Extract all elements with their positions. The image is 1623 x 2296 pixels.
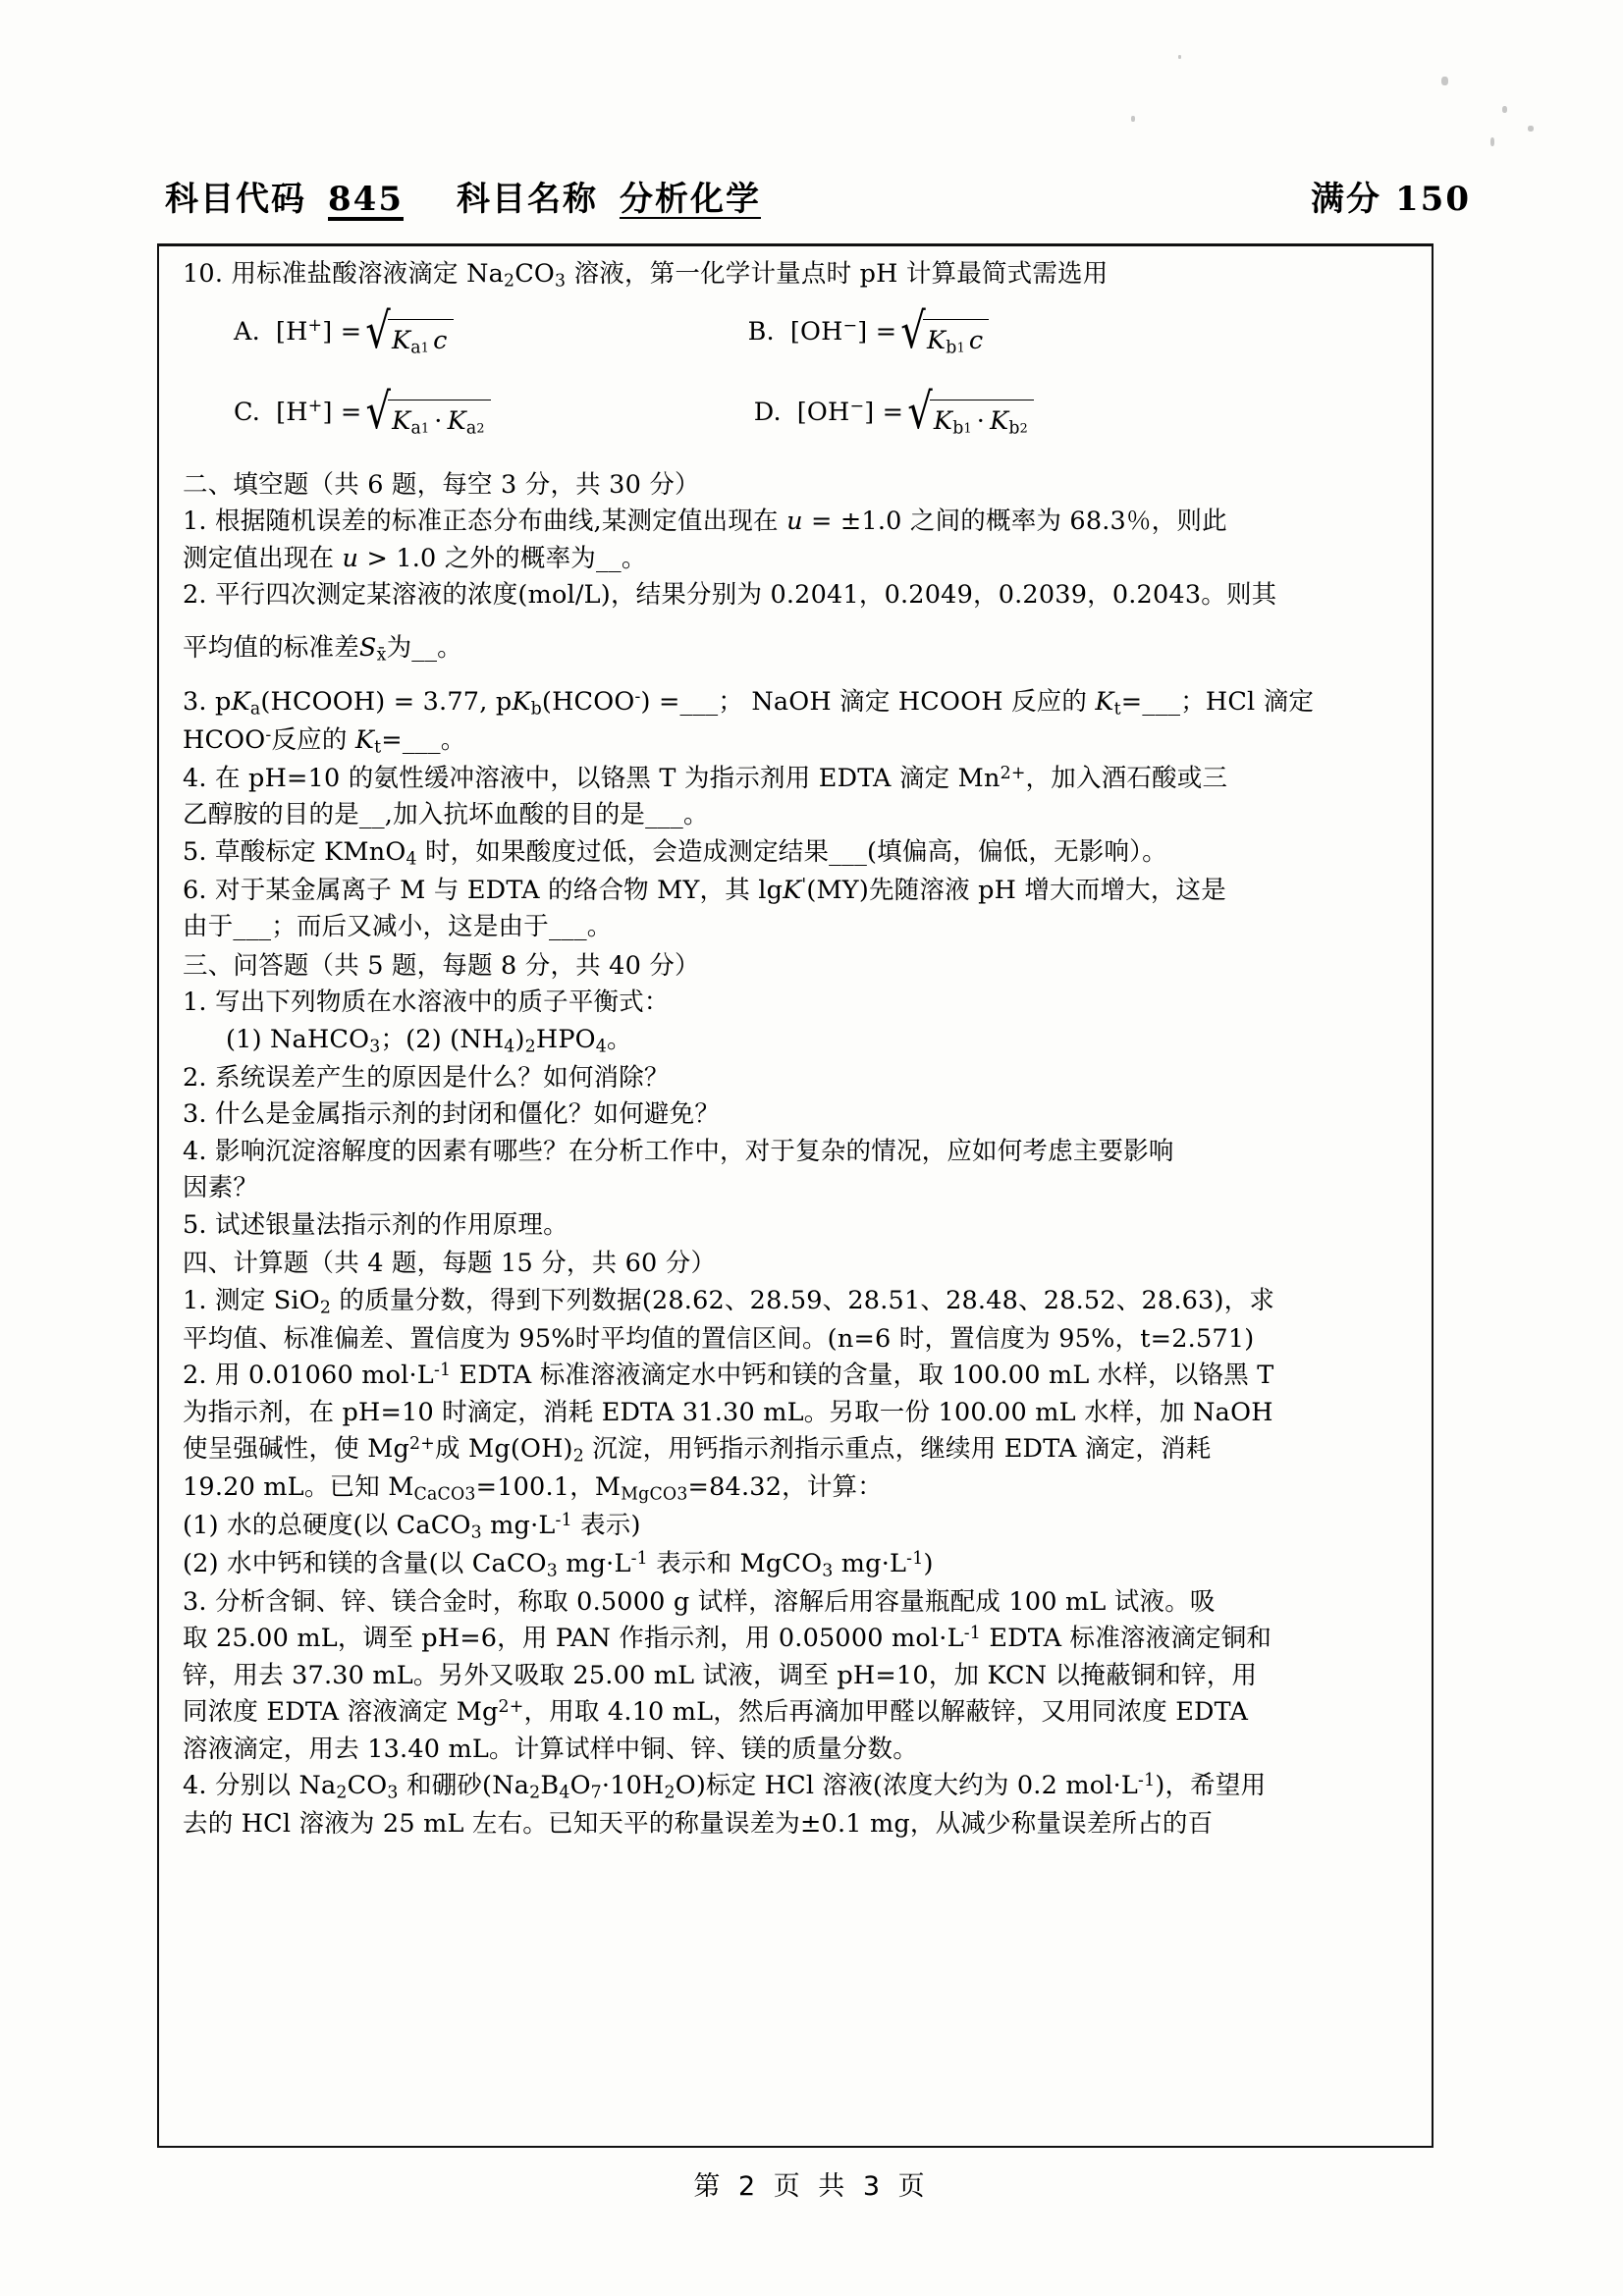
s2q6-k: K: [783, 875, 802, 905]
page-footer: 第 2 页 共 3 页: [693, 2171, 930, 2202]
option-d-k1: K: [933, 405, 953, 436]
option-c-charge: +: [307, 396, 323, 416]
s4q4-a: 4. 分别以 Na: [183, 1771, 337, 1801]
s2q6-a: 6. 对于某金属离子 M 与 EDTA 的络合物 MY，其 lg: [183, 875, 784, 905]
q10-stem-sub2: 3: [555, 271, 567, 292]
option-d-k2: K: [990, 405, 1009, 436]
option-c-k1: K: [392, 405, 411, 436]
subject-code-label: 科目代码: [165, 180, 306, 219]
s4q2-g: =100.1，M: [475, 1472, 622, 1503]
s4q2-mgco3-sub: MgCO3: [621, 1484, 688, 1505]
s2q4-b: ，加入酒石酸或三: [1025, 763, 1228, 793]
full-score: [1311, 172, 1471, 220]
section2-q2-line1: 2. 平行四次测定某溶液的浓度(mol/L)，结果分别为 0.2041，0.2049，0.2039，0.2043。则其: [183, 580, 1277, 611]
s4q2-i2sub: 3: [546, 1561, 558, 1581]
section4-q3-line5: 溶液滴定，用去 13.40 mL。计算试样中铜、锌、镁的质量分数。: [183, 1734, 918, 1764]
s2q4-a: 4. 在 pH=10 的氨性缓冲溶液中，以铬黑 T 为指示剂用 EDTA 滴定 Mn: [183, 763, 1001, 793]
s4q4-b: CO: [347, 1771, 388, 1801]
s2q3-kb-sub: b: [530, 699, 542, 720]
option-a-eq: ] =: [322, 316, 362, 347]
option-a-k: K: [391, 325, 411, 355]
s2q3-e: =___；HCl 滴定: [1120, 686, 1315, 717]
s4q4-s1: 2: [336, 1783, 348, 1803]
section4-q2-line3: [183, 1431, 1410, 1469]
q10-options-row-cd: [183, 383, 1410, 442]
s4q2-i2a: (2) 水中钙和镁的含量(以 CaCO: [183, 1549, 547, 1579]
s3q1-hpo: HPO: [535, 1024, 596, 1054]
s4q2-i1b: mg·L: [481, 1511, 556, 1541]
s4q2-mgoh2-sub: 2: [572, 1446, 584, 1467]
s2q3-a: 3. p: [183, 686, 232, 717]
section3-q1-sub: [183, 1022, 1410, 1060]
s4q3-d: ，用取 4.10 mL，然后再滴加甲醛以解蔽锌，又用同浓度 EDTA: [523, 1697, 1249, 1728]
section2-q2-line2: [183, 630, 1410, 668]
s4q2-i2b: mg·L: [557, 1549, 631, 1579]
s2q1-var-u: u: [786, 507, 803, 537]
s4q3-a: 取 25.00 mL，调至 pH=6，用 PAN 作指示剂，用 0.05000 mol·L: [183, 1624, 964, 1654]
s2q2-symbol-xbar: x̄: [376, 645, 387, 666]
option-c-k1sub: a: [410, 418, 421, 439]
full-score-value: 150: [1395, 180, 1471, 219]
s4q4-c: 和硼砂(Na: [398, 1771, 530, 1801]
section2-q1-line1: [183, 504, 1410, 540]
s4q4-s3: 2: [529, 1783, 541, 1803]
section3-q3: 3. 什么是金属指示剂的封闭和僵化？如何避免？: [183, 1099, 721, 1130]
section2-q6-line2: 由于___；而后又减小，这是由于___。: [183, 912, 613, 942]
option-b-k: K: [927, 325, 947, 355]
s4q2-i2sub2: 3: [822, 1561, 834, 1581]
section4-q2-item2: [183, 1546, 1410, 1584]
s4q2-e: 沉淀，用钙指示剂指示重点，继续用 EDTA 滴定，消耗: [583, 1434, 1212, 1465]
option-c-eq: ] =: [322, 397, 362, 427]
s2q3-kt2-sub: t: [374, 737, 382, 758]
s3q1-nahco3: (1) NaHCO: [226, 1024, 370, 1054]
sqrt-icon: √ $K_{b1} \cdot K_{b2}$: [907, 395, 1034, 442]
s4q2-c: 使呈强碱性，使 Mg: [183, 1434, 410, 1465]
section3-q2: 2. 系统误差产生的原因是什么？如何消除？: [183, 1062, 670, 1093]
option-b-lhs: [OH: [789, 316, 843, 347]
s4q4-s5: 7: [590, 1783, 602, 1803]
s4q4-g: O)标定 HCl 溶液(浓度大约为 0.2 mol·L: [675, 1771, 1139, 1801]
scan-speck: [1441, 77, 1448, 85]
s2q3-ka: K: [231, 686, 250, 717]
s4q1-b: 的质量分数，得到下列数据(28.62、28.59、28.51、28.48、28.52、28.63)，求: [331, 1285, 1275, 1315]
s2q3-c: (HCOO: [541, 686, 635, 717]
s4q2-i2c: 表示和 MgCO: [647, 1549, 823, 1579]
section2-q6-line1: [183, 873, 1410, 909]
option-d-k1sub: b: [952, 418, 964, 439]
s2q5-b: 时，如果酸度过低，会造成测定结果___(填偏高，偏低，无影响）。: [416, 836, 1167, 867]
s2q5-kmno4-sub: 4: [406, 849, 417, 870]
s4q2-f: 19.20 mL。已知 M: [183, 1472, 414, 1503]
option-a-ksub: a: [410, 338, 421, 358]
s4q2-i2e: ): [923, 1549, 934, 1579]
option-d-eq: ] =: [864, 397, 904, 427]
s2q3-charge: -: [634, 687, 641, 708]
option-d-k1sub2: 1: [963, 421, 972, 437]
option-d-charge: −: [849, 396, 865, 416]
s3q1-sub1: 3: [369, 1037, 381, 1057]
s4q3-b: EDTA 标准溶液滴定铜和: [981, 1624, 1272, 1654]
s2q3-kt2: K: [354, 724, 375, 755]
s4q4-h: )，希望用: [1155, 1771, 1267, 1801]
s4q3-unit-exp: -1: [963, 1624, 982, 1644]
option-a-ksub2: 1: [420, 341, 430, 356]
section3-q4-line2: 因素？: [183, 1173, 259, 1203]
option-c-k2sub2: 2: [476, 421, 485, 437]
full-score-label: 满分: [1311, 180, 1382, 219]
section2-q5: [183, 834, 1410, 873]
option-b-formula: [789, 302, 990, 361]
s3q1-end: 。: [607, 1024, 632, 1054]
q10-option-a[interactable]: [234, 302, 454, 361]
sqrt-icon: √ $K_{a1} \cdot K_{a2}$: [365, 395, 490, 442]
subject-name-value: 分析化学: [619, 180, 761, 219]
s4q2-i1sub: 3: [470, 1522, 482, 1543]
sqrt-icon: √ $K_{b1}$ c: [900, 314, 989, 361]
s4q2-caco3-sub: CaCO3: [413, 1484, 476, 1505]
s2q5-a: 5. 草酸标定 KMnO: [183, 836, 406, 867]
sqrt-icon: √ $K_{a1}$ c: [365, 314, 453, 361]
s4q2-i2d: mg·L: [833, 1549, 907, 1579]
option-b-tag: B.: [747, 316, 775, 347]
section4-q4-line2: 去的 HCl 溶液为 25 mL 左右。已知天平的称量误差为±0.1 mg，从减少称量误差所占的百: [183, 1809, 1214, 1840]
s3q1-sub4: 4: [595, 1037, 608, 1057]
section2-q3-line2: [183, 722, 1410, 761]
s2q2-symbol-s: S: [358, 632, 377, 663]
s4q4-s6: 2: [664, 1783, 676, 1803]
option-c-tag: C.: [234, 397, 261, 427]
s2q6-prime: ': [801, 876, 807, 895]
option-a-tag: A.: [234, 316, 260, 347]
section2-q3-line1: [183, 684, 1410, 722]
page-header: [165, 172, 1471, 220]
option-b-c: c: [968, 325, 984, 355]
s2q1-text-c: 测定值出现在: [183, 543, 343, 573]
s4q1-sio2-sub: 2: [319, 1298, 332, 1318]
exam-content-frame: [157, 243, 1434, 2148]
s2q3-ka-sub: a: [249, 699, 261, 720]
section4-q3-line1: 3. 分析含铜、锌、镁合金时，称取 0.5000 g 试样，溶解后用容量瓶配成 100 mL 试液。吸: [183, 1587, 1216, 1617]
scan-speck: [1178, 55, 1181, 59]
section4-q3-line4: [183, 1694, 1410, 1731]
s2q3-g: 反应的: [271, 724, 355, 755]
option-c-formula: [276, 383, 491, 442]
section4-q4-line1: [183, 1768, 1410, 1806]
scan-speck: [1528, 126, 1534, 132]
s4q4-s4: 4: [559, 1783, 570, 1803]
s2q3-charge2: -: [265, 725, 272, 746]
q10-option-c[interactable]: [234, 383, 491, 442]
section-2-heading: 二、填空题（共 6 题，每空 3 分，共 30 分）: [183, 469, 700, 500]
s4q4-f: ·10H: [601, 1771, 665, 1801]
s4q2-unit-exp: -1: [433, 1361, 452, 1381]
q10-option-d[interactable]: [753, 383, 1034, 442]
q10-options-row-ab: [183, 302, 1410, 361]
q10-stem-part1: 10. 用标准盐酸溶液滴定 Na: [183, 259, 504, 289]
q10-stem-part2: CO: [514, 259, 556, 289]
s4q4-unit-exp: -1: [1138, 1771, 1156, 1791]
section3-q1: 1. 写出下列物质在水溶液中的质子平衡式：: [183, 988, 670, 1018]
s3q1-paren: ): [514, 1024, 525, 1054]
exam-content: [183, 256, 1410, 1843]
option-c-k2: K: [447, 405, 466, 436]
section4-q1-line2: 平均值、标准偏差、置信度为 95%时平均值的置信区间。(n=6 时，置信度为 95%，t=2.571): [183, 1323, 1255, 1354]
section2-q4-line2: 乙醇胺的目的是__,加入抗坏血酸的目的是___。: [183, 800, 709, 830]
s2q3-b: (HCOOH) = 3.77, p: [260, 686, 513, 717]
section-4-heading: 四、计算题（共 4 题，每题 15 分，共 60 分）: [183, 1249, 717, 1279]
section2-q4-line1: [183, 761, 1410, 797]
section4-q2-item1: [183, 1508, 1410, 1546]
s2q4-mn-charge: 2+: [1000, 764, 1026, 784]
subject-name-label: 科目名称: [456, 180, 598, 219]
option-d-tag: D.: [753, 397, 782, 427]
section3-q5: 5. 试述银量法指示剂的作用原理。: [183, 1209, 568, 1240]
s4q2-i1sup: -1: [555, 1511, 572, 1531]
section4-q2-line2: 为指示剂，在 pH=10 时滴定，消耗 EDTA 31.30 mL。另取一份 100.00 mL 水样，加 NaOH: [183, 1397, 1273, 1427]
s2q3-d: ) =___； NaOH 滴定 HCOOH 反应的: [640, 686, 1096, 717]
subject-code-value: 845: [328, 180, 404, 219]
q10-option-b[interactable]: [747, 302, 990, 361]
option-a-charge: +: [307, 315, 323, 336]
s4q2-i1a: (1) 水的总硬度(以 CaCO: [183, 1511, 471, 1541]
s4q3-mg-charge: 2+: [498, 1697, 524, 1718]
option-b-ksub: b: [946, 338, 957, 358]
s2q1-text-d: > 1.0 之外的概率为__。: [358, 543, 647, 573]
s4q2-b: EDTA 标准溶液滴定水中钙和镁的含量，取 100.00 mL 水样，以铬黑 T: [451, 1361, 1274, 1391]
section-3-heading: 三、问答题（共 5 题，每题 8 分，共 40 分）: [183, 950, 700, 981]
s2q3-kt-sub: t: [1113, 699, 1121, 720]
option-c-lhs: [H: [276, 397, 308, 427]
section3-q4-line1: 4. 影响沉淀溶解度的因素有哪些？在分析工作中，对于复杂的情况，应如何考虑主要影响: [183, 1136, 1174, 1166]
s4q2-h: =84.32，计算：: [687, 1472, 883, 1503]
section4-q3-line3: 锌，用去 37.30 mL。另外又吸取 25.00 mL 试液，调至 pH=10，加 KCN 以掩蔽铜和锌，用: [183, 1660, 1258, 1690]
s2q6-b: (MY)先随溶液 pH 增大而增大，这是: [806, 875, 1226, 905]
s4q2-d: 成 Mg(OH): [435, 1434, 573, 1465]
s4q4-e: O: [569, 1771, 591, 1801]
s4q2-i1c: 表示): [571, 1511, 641, 1541]
s4q2-i2sup2: -1: [906, 1549, 924, 1570]
s4q4-d: B: [540, 1771, 560, 1801]
option-d-lhs: [OH: [796, 397, 850, 427]
section2-q1-line2: [183, 541, 1410, 577]
s4q2-i2sup: -1: [630, 1549, 648, 1570]
scan-speck: [1490, 137, 1494, 146]
option-c-k1sub2: 1: [420, 421, 430, 437]
q10-stem-sub1: 2: [503, 271, 515, 292]
option-a-formula: [275, 302, 454, 361]
s2q1-text-b: = ±1.0 之间的概率为 68.3％，则此: [802, 507, 1227, 537]
s2q2-text-b: 为__。: [386, 632, 462, 663]
section4-q1-line1: [183, 1283, 1410, 1321]
question-10-stem: [183, 256, 1410, 294]
section4-q2-line1: [183, 1358, 1410, 1394]
s3q1-sub2: 4: [504, 1037, 515, 1057]
s3q1-nh4: ；(2) (NH: [380, 1024, 505, 1054]
s4q2-a: 2. 用 0.01060 mol·L: [183, 1361, 434, 1391]
option-c-k2sub: a: [465, 418, 477, 439]
option-b-ksub2: 1: [956, 341, 965, 356]
q10-stem-part3: 溶液，第一化学计量点时 pH 计算最简式需选用: [566, 259, 1109, 289]
s2q1-text-a: 1. 根据随机误差的标准正态分布曲线,某测定值出现在: [183, 507, 787, 537]
section4-q2-line4: [183, 1469, 1410, 1508]
s2q3-h: =___。: [381, 724, 466, 755]
s4q3-c: 同浓度 EDTA 溶液滴定 Mg: [183, 1697, 499, 1728]
s2q1-var-u2: u: [342, 543, 359, 573]
s4q2-mg-charge: 2+: [409, 1434, 435, 1455]
option-a-c: c: [433, 325, 448, 355]
s4q4-s2: 3: [387, 1783, 399, 1803]
option-d-k2sub2: 2: [1019, 421, 1028, 437]
s4q1-a: 1. 测定 SiO: [183, 1285, 320, 1315]
s2q2-text-a: 平均值的标准差: [183, 632, 359, 663]
option-b-charge: −: [842, 315, 858, 336]
s2q3-kb: K: [512, 686, 531, 717]
s2q3-f: HCOO: [183, 724, 266, 755]
section4-q3-line2: [183, 1621, 1410, 1657]
scan-speck: [1502, 106, 1507, 113]
option-d-formula: [796, 383, 1034, 442]
scan-speck: [1131, 116, 1135, 122]
option-d-k2sub: b: [1008, 418, 1020, 439]
s3q1-sub3: 2: [524, 1037, 536, 1057]
s2q3-kt: K: [1095, 686, 1114, 717]
option-b-eq: ] =: [857, 316, 897, 347]
option-a-lhs: [H: [275, 316, 308, 347]
